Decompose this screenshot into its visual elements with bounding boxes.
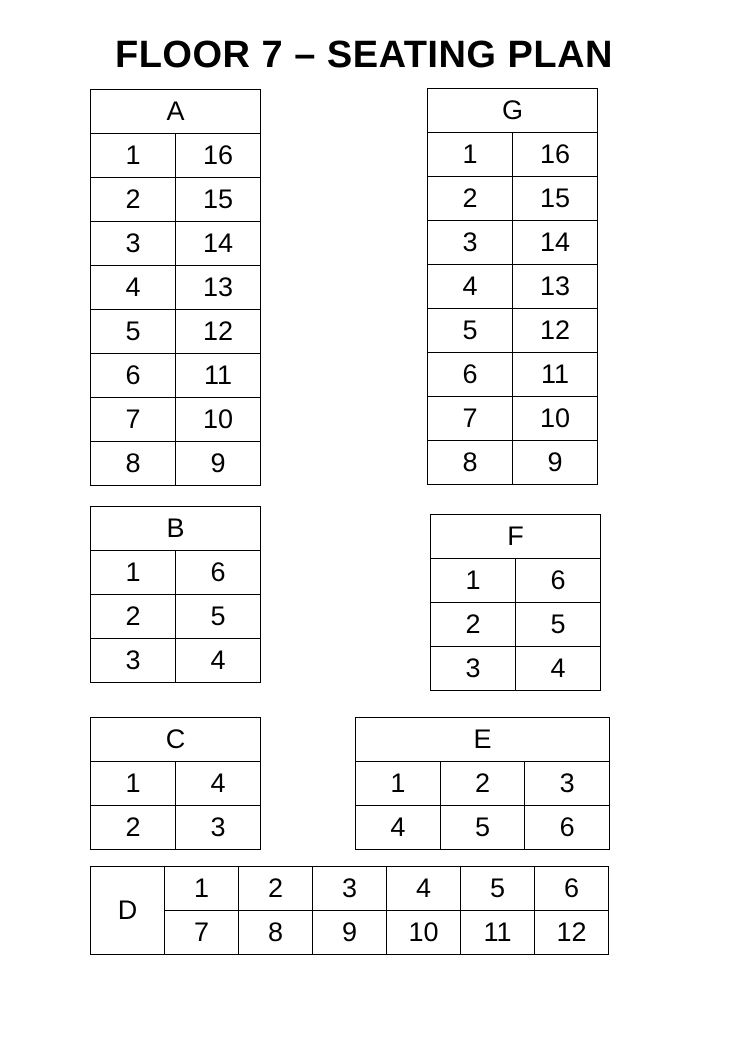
seat: 8 [428,441,513,485]
table-row [91,310,261,354]
table-label: A [91,90,261,134]
seat: 3 [431,647,516,691]
seat: 10 [176,398,261,442]
table-row [91,266,261,310]
table-row [428,177,598,221]
table-d [90,866,609,955]
seat: 5 [516,603,601,647]
seat: 8 [91,442,176,486]
table-label: G [428,89,598,133]
table-row [91,762,261,806]
seat: 6 [428,353,513,397]
table-row [428,353,598,397]
table-row [356,762,610,806]
table-g [427,88,598,485]
table-row [428,441,598,485]
seat: 2 [431,603,516,647]
table-row [91,442,261,486]
seat: 16 [513,133,598,177]
seat: 8 [239,911,313,955]
table-row [91,178,261,222]
seat: 1 [428,133,513,177]
table-row [91,398,261,442]
seat: 6 [91,354,176,398]
seat: 14 [176,222,261,266]
seat: 13 [176,266,261,310]
table-a [90,89,261,486]
seat: 6 [516,559,601,603]
seat: 16 [176,134,261,178]
seat: 4 [387,867,461,911]
seat: 5 [91,310,176,354]
table-row [91,551,261,595]
table-row [431,559,601,603]
seat: 6 [176,551,261,595]
seat: 1 [431,559,516,603]
seat: 3 [176,806,261,850]
seat: 7 [91,398,176,442]
seat: 15 [513,177,598,221]
seat: 2 [440,762,525,806]
seat: 12 [176,310,261,354]
seat: 1 [91,551,176,595]
page-title: FLOOR 7 – SEATING PLAN [114,34,613,76]
seat: 4 [516,647,601,691]
seat: 11 [176,354,261,398]
seat: 4 [176,762,261,806]
seat: 9 [176,442,261,486]
seat: 1 [91,762,176,806]
seat: 12 [513,309,598,353]
table-row [91,639,261,683]
seat: 2 [428,177,513,221]
seat: 9 [513,441,598,485]
seat: 6 [535,867,609,911]
table-b [90,506,261,683]
table-row [428,133,598,177]
seat: 11 [461,911,535,955]
table-row [431,603,601,647]
table-row [91,806,261,850]
seat: 5 [461,867,535,911]
seat: 13 [513,265,598,309]
table-label: F [431,515,601,559]
table-row [91,867,609,911]
table-row [91,354,261,398]
table-label: E [356,718,610,762]
seat: 15 [176,178,261,222]
seat: 9 [313,911,387,955]
seat: 3 [91,222,176,266]
seat: 3 [525,762,610,806]
seat: 2 [91,178,176,222]
seat: 7 [428,397,513,441]
seat: 3 [428,221,513,265]
table-row [91,911,609,955]
seat: 10 [513,397,598,441]
seat: 12 [535,911,609,955]
table-row [91,134,261,178]
seat: 14 [513,221,598,265]
seat: 2 [91,595,176,639]
seat: 10 [387,911,461,955]
seat: 4 [176,639,261,683]
seat: 3 [313,867,387,911]
seat: 3 [91,639,176,683]
seat: 1 [91,134,176,178]
seat: 4 [91,266,176,310]
seat: 1 [165,867,239,911]
seat: 2 [91,806,176,850]
table-label: B [91,507,261,551]
seat: 4 [428,265,513,309]
table-row [91,222,261,266]
seat: 1 [356,762,441,806]
table-label: C [91,718,261,762]
seat: 5 [440,806,525,850]
table-c [90,717,261,850]
seat: 5 [428,309,513,353]
seat: 4 [356,806,441,850]
table-row [91,595,261,639]
table-label: D [91,867,165,955]
table-row [428,309,598,353]
seat: 6 [525,806,610,850]
table-e [355,717,610,850]
seat: 2 [239,867,313,911]
seat: 7 [165,911,239,955]
table-row [356,806,610,850]
table-f [430,514,601,691]
seat: 5 [176,595,261,639]
table-row [428,221,598,265]
seat: 11 [513,353,598,397]
table-row [428,397,598,441]
table-row [431,647,601,691]
table-row [428,265,598,309]
